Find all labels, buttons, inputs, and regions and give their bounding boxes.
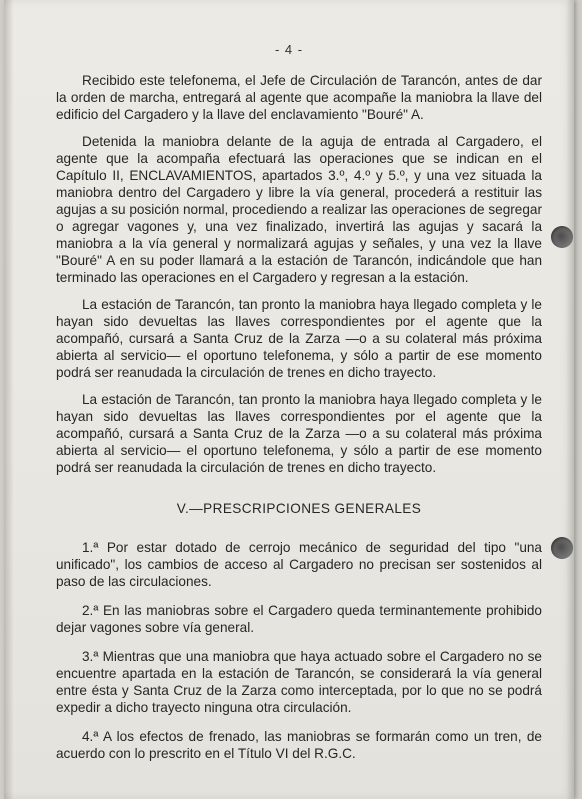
section-heading: V.—PRESCRIPCIONES GENERALES (176, 501, 422, 516)
binding-shadow (4, 0, 14, 799)
paragraph-receipt: Recibido este telefonema, el Jefe de Circulación de Tarancón, antes de dar la orden de marcha, entregará al agente que acompañe la maniobra la llave del edificio del Cargadero y la llave del enclavamiento "Bouré" A. (56, 73, 542, 122)
rule-item-4: 4.ª A los efectos de frenado, las maniobras se formarán como un tren, de acuerdo con lo prescrito en el Título VI del R.G.C. (56, 729, 542, 761)
paragraph-station-return: La estación de Tarancón, tan pronto la maniobra haya llegado completa y le hayan sido devueltas las llaves correspondientes por el agente que la acompañó, cursará a Santa Cruz de la Zarza —o a su colateral más próxima abierta al servicio— el oportuno telefonema, y sólo a partir de ese momento podrá ser reanudada la circulación de trenes en dicho trayecto. (56, 297, 542, 380)
paragraph-station-return-repeat: La estación de Tarancón, tan pronto la maniobra haya llegado completa y le hayan sido devueltas las llaves correspondientes por el agente que la acompañó, cursará a Santa Cruz de la Zarza —o a su colateral más próxima abierta al servicio— el oportuno telefonema, y sólo a partir de ese momento podrá ser reanudada la circulación de trenes en dicho trayecto. (56, 392, 542, 475)
page-content (56, 72, 542, 774)
rule-item-2: 2.ª En las maniobras sobre el Cargadero queda terminantemente prohibido dejar vagones sobre vía general. (56, 603, 542, 635)
rule-item-1: 1.ª Por estar dotado de cerrojo mecánico de seguridad del tipo "una unificado", los cambios de acceso al Cargadero no precisan ser sostenidos al paso de las circulaciones. (56, 540, 542, 589)
paragraph-maneuver-procedure: Detenida la maniobra delante de la aguja de entrada al Cargadero, el agente que la acompaña efectuará las operaciones que se indican en el Capítulo II, ENCLAVAMIENTOS, apartados 3.º, 4.º y 5.º, y una vez situada la maniobra dentro del Cargadero y libre la vía general, procederá a restituir las agujas a su posición normal, procediendo a realizar las operaciones de segregar o agregar vagones y, una vez finalizado, invertirá las agujas y sacará la maniobra a la vía general y normalizará agujas y señales, y una vez la llave "Bouré" A en su poder llamará a la estación de Tarancón, indicándole que han terminado las operaciones en el Cargadero y regresan a la estación. (56, 134, 542, 285)
document-page (4, 0, 574, 799)
page-edge (566, 0, 574, 799)
punch-hole-upper (551, 226, 573, 248)
punch-hole-lower (551, 537, 573, 559)
rules-list (56, 539, 542, 762)
page-number: - 4 - (274, 42, 304, 57)
rule-item-3: 3.ª Mientras que una maniobra que haya actuado sobre el Cargadero no se encuentre apartada en la estación de Tarancón, se considerará la vía general entre ésta y Santa Cruz de la Zarza como interceptada, por lo que no se podrá expedir a dicho trayecto ninguna otra circulación. (56, 649, 542, 715)
